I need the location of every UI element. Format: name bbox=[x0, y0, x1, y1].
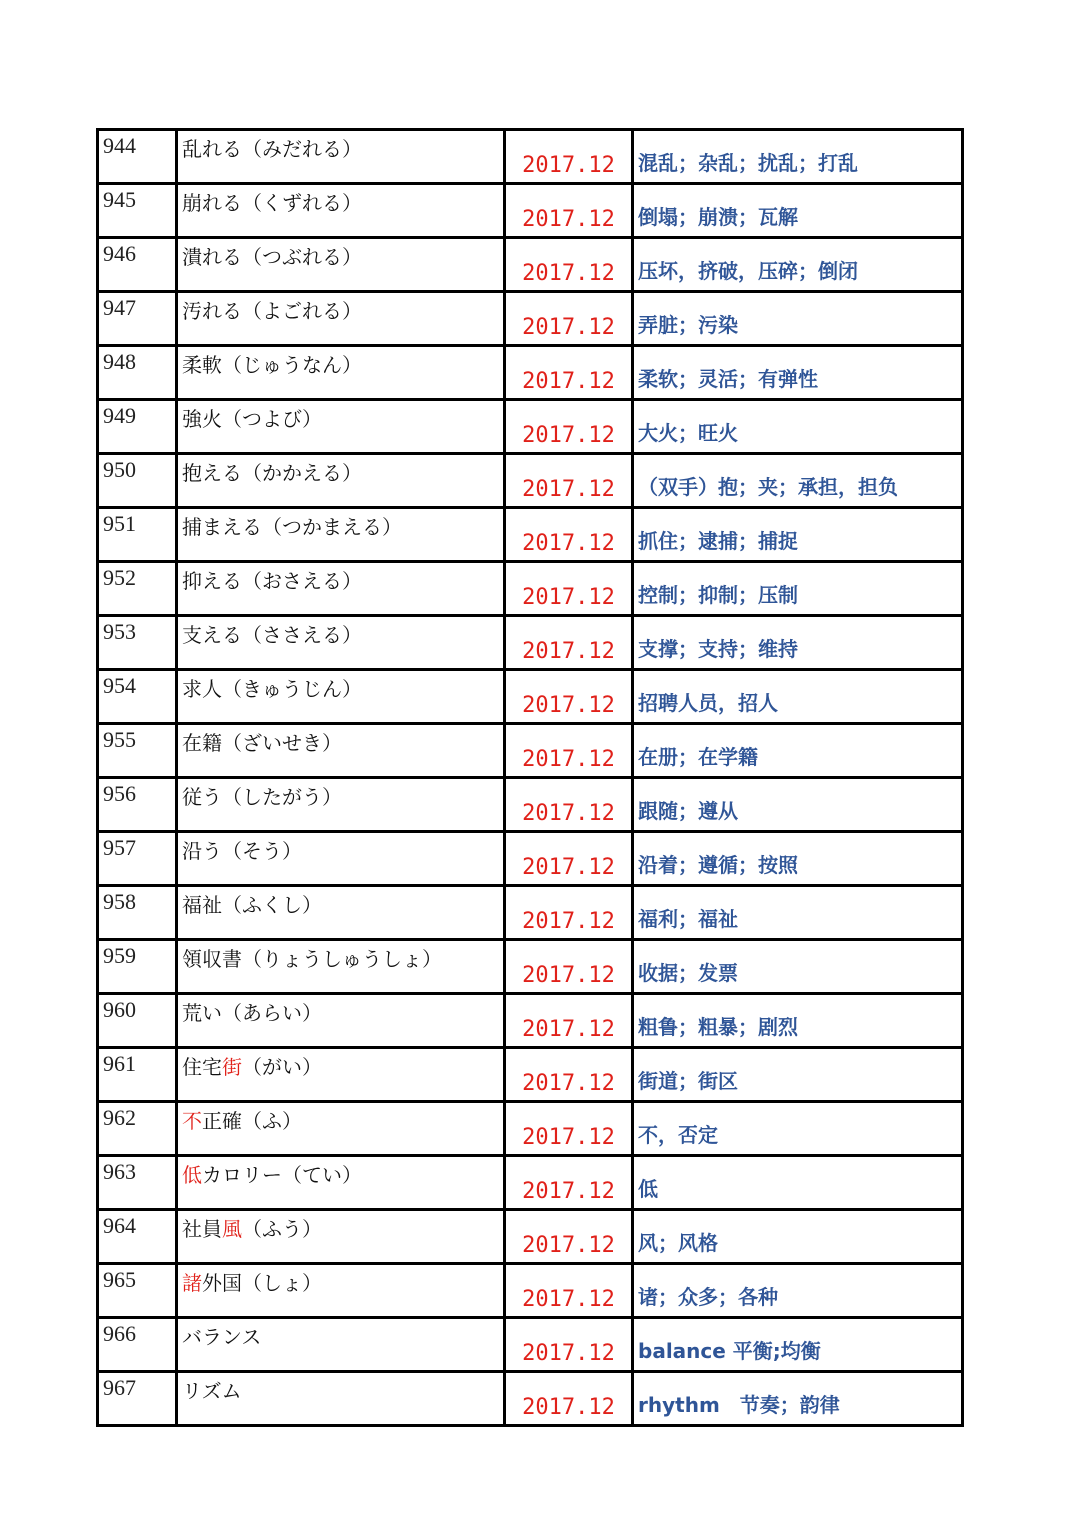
entry-word bbox=[177, 724, 505, 778]
table-row bbox=[98, 1102, 963, 1156]
table-row bbox=[98, 886, 963, 940]
entry-meaning: 收据；发票 bbox=[633, 940, 963, 994]
word-text: 領収書（りょうしゅうしょ） bbox=[182, 947, 442, 971]
table-row bbox=[98, 130, 963, 184]
word-text: 沿う（そう） bbox=[182, 839, 302, 863]
word-text: 求人（きゅうじん） bbox=[182, 677, 362, 701]
entry-word bbox=[177, 1102, 505, 1156]
word-text: カロリー（てい） bbox=[202, 1163, 362, 1187]
entry-date: 2017.12 bbox=[505, 1318, 633, 1372]
table-row bbox=[98, 508, 963, 562]
table-row bbox=[98, 670, 963, 724]
word-text: 在籍（ざいせき） bbox=[182, 731, 342, 755]
entry-meaning: 抓住；逮捕；捕捉 bbox=[633, 508, 963, 562]
entry-number: 964 bbox=[98, 1210, 177, 1264]
word-highlight: 街 bbox=[222, 1055, 242, 1079]
table-row bbox=[98, 1264, 963, 1318]
entry-date: 2017.12 bbox=[505, 940, 633, 994]
table-row bbox=[98, 184, 963, 238]
word-text: 崩れる（くずれる） bbox=[182, 191, 362, 215]
entry-number: 950 bbox=[98, 454, 177, 508]
word-text: 外国（しょ） bbox=[202, 1271, 322, 1295]
entry-date: 2017.12 bbox=[505, 130, 633, 184]
entry-meaning: 弄脏；污染 bbox=[633, 292, 963, 346]
entry-number: 944 bbox=[98, 130, 177, 184]
table-row bbox=[98, 346, 963, 400]
entry-meaning: 福利；福祉 bbox=[633, 886, 963, 940]
entry-meaning: 跟随；遵从 bbox=[633, 778, 963, 832]
entry-word bbox=[177, 670, 505, 724]
word-text: 正確（ふ） bbox=[202, 1109, 302, 1133]
entry-meaning: 招聘人员，招人 bbox=[633, 670, 963, 724]
entry-word bbox=[177, 940, 505, 994]
entry-number: 967 bbox=[98, 1372, 177, 1426]
word-text: 汚れる（よごれる） bbox=[182, 299, 362, 323]
entry-number: 965 bbox=[98, 1264, 177, 1318]
word-highlight: 諸 bbox=[182, 1271, 202, 1295]
word-text: （がい） bbox=[242, 1055, 322, 1079]
table-row bbox=[98, 994, 963, 1048]
word-text: 従う（したがう） bbox=[182, 785, 342, 809]
entry-number: 948 bbox=[98, 346, 177, 400]
word-text: （ふう） bbox=[242, 1217, 322, 1241]
entry-meaning: 大火；旺火 bbox=[633, 400, 963, 454]
entry-date: 2017.12 bbox=[505, 616, 633, 670]
entry-number: 956 bbox=[98, 778, 177, 832]
entry-number: 949 bbox=[98, 400, 177, 454]
entry-number: 966 bbox=[98, 1318, 177, 1372]
entry-word bbox=[177, 508, 505, 562]
entry-number: 957 bbox=[98, 832, 177, 886]
word-highlight: 不 bbox=[182, 1109, 202, 1133]
table-row bbox=[98, 1318, 963, 1372]
entry-number: 954 bbox=[98, 670, 177, 724]
word-text: 強火（つよび） bbox=[182, 407, 322, 431]
entry-word bbox=[177, 238, 505, 292]
table-row bbox=[98, 400, 963, 454]
entry-date: 2017.12 bbox=[505, 562, 633, 616]
entry-number: 963 bbox=[98, 1156, 177, 1210]
table-row bbox=[98, 1156, 963, 1210]
entry-meaning: 倒塌；崩溃；瓦解 bbox=[633, 184, 963, 238]
entry-number: 962 bbox=[98, 1102, 177, 1156]
table-row bbox=[98, 562, 963, 616]
entry-date: 2017.12 bbox=[505, 1372, 633, 1426]
entry-number: 952 bbox=[98, 562, 177, 616]
table-row bbox=[98, 1372, 963, 1426]
entry-date: 2017.12 bbox=[505, 454, 633, 508]
entry-date: 2017.12 bbox=[505, 184, 633, 238]
entry-word bbox=[177, 292, 505, 346]
entry-word bbox=[177, 994, 505, 1048]
vocabulary-table-body bbox=[98, 130, 963, 1426]
entry-number: 960 bbox=[98, 994, 177, 1048]
word-text: 支える（ささえる） bbox=[182, 623, 362, 647]
entry-word bbox=[177, 400, 505, 454]
entry-date: 2017.12 bbox=[505, 832, 633, 886]
entry-word bbox=[177, 184, 505, 238]
word-prefix: 住宅 bbox=[182, 1055, 222, 1079]
entry-word bbox=[177, 1156, 505, 1210]
table-row bbox=[98, 1210, 963, 1264]
entry-number: 946 bbox=[98, 238, 177, 292]
entry-meaning: 支撑；支持；维持 bbox=[633, 616, 963, 670]
entry-meaning: balance 平衡;均衡 bbox=[633, 1318, 963, 1372]
entry-number: 947 bbox=[98, 292, 177, 346]
entry-word bbox=[177, 778, 505, 832]
entry-date: 2017.12 bbox=[505, 400, 633, 454]
table-row bbox=[98, 1048, 963, 1102]
word-text: 抱える（かかえる） bbox=[182, 461, 362, 485]
entry-word bbox=[177, 616, 505, 670]
entry-meaning: 不，否定 bbox=[633, 1102, 963, 1156]
word-text: 捕まえる（つかまえる） bbox=[182, 515, 402, 539]
entry-word bbox=[177, 1318, 505, 1372]
entry-number: 961 bbox=[98, 1048, 177, 1102]
word-highlight: 低 bbox=[182, 1163, 202, 1187]
entry-meaning: 粗鲁；粗暴；剧烈 bbox=[633, 994, 963, 1048]
entry-word bbox=[177, 886, 505, 940]
word-text: 抑える（おさえる） bbox=[182, 569, 362, 593]
entry-meaning: 混乱；杂乱；扰乱；打乱 bbox=[633, 130, 963, 184]
table-row bbox=[98, 832, 963, 886]
entry-date: 2017.12 bbox=[505, 346, 633, 400]
entry-meaning: 诸；众多；各种 bbox=[633, 1264, 963, 1318]
word-text: 柔軟（じゅうなん） bbox=[182, 353, 362, 377]
table-row bbox=[98, 292, 963, 346]
entry-date: 2017.12 bbox=[505, 778, 633, 832]
entry-meaning: （双手）抱；夹；承担，担负 bbox=[633, 454, 963, 508]
word-text: リズム bbox=[182, 1379, 242, 1403]
word-prefix: 社員 bbox=[182, 1217, 222, 1241]
entry-date: 2017.12 bbox=[505, 508, 633, 562]
entry-word bbox=[177, 454, 505, 508]
entry-date: 2017.12 bbox=[505, 238, 633, 292]
word-text: 福祉（ふくし） bbox=[182, 893, 322, 917]
entry-date: 2017.12 bbox=[505, 724, 633, 778]
entry-date: 2017.12 bbox=[505, 670, 633, 724]
entry-meaning: 低 bbox=[633, 1156, 963, 1210]
entry-date: 2017.12 bbox=[505, 1048, 633, 1102]
entry-meaning: rhythm 节奏；韵律 bbox=[633, 1372, 963, 1426]
entry-meaning: 沿着；遵循；按照 bbox=[633, 832, 963, 886]
entry-date: 2017.12 bbox=[505, 1210, 633, 1264]
entry-date: 2017.12 bbox=[505, 886, 633, 940]
entry-word bbox=[177, 1048, 505, 1102]
table-row bbox=[98, 454, 963, 508]
word-highlight: 風 bbox=[222, 1217, 242, 1241]
entry-meaning: 压坏，挤破，压碎；倒闭 bbox=[633, 238, 963, 292]
entry-meaning: 街道；街区 bbox=[633, 1048, 963, 1102]
entry-date: 2017.12 bbox=[505, 292, 633, 346]
word-text: 荒い（あらい） bbox=[182, 1001, 322, 1025]
table-row bbox=[98, 238, 963, 292]
entry-date: 2017.12 bbox=[505, 1102, 633, 1156]
entry-number: 953 bbox=[98, 616, 177, 670]
entry-meaning: 控制；抑制；压制 bbox=[633, 562, 963, 616]
entry-number: 955 bbox=[98, 724, 177, 778]
entry-word bbox=[177, 130, 505, 184]
entry-number: 959 bbox=[98, 940, 177, 994]
entry-number: 945 bbox=[98, 184, 177, 238]
word-text: 乱れる（みだれる） bbox=[182, 137, 362, 161]
entry-word bbox=[177, 832, 505, 886]
entry-meaning: 在册；在学籍 bbox=[633, 724, 963, 778]
table-row bbox=[98, 616, 963, 670]
vocabulary-table bbox=[96, 128, 964, 1427]
table-row bbox=[98, 778, 963, 832]
word-text: 潰れる（つぶれる） bbox=[182, 245, 362, 269]
word-text: バランス bbox=[182, 1325, 262, 1349]
entry-word bbox=[177, 1372, 505, 1426]
entry-meaning: 风；风格 bbox=[633, 1210, 963, 1264]
entry-word bbox=[177, 1264, 505, 1318]
entry-meaning: 柔软；灵活；有弹性 bbox=[633, 346, 963, 400]
entry-date: 2017.12 bbox=[505, 1156, 633, 1210]
entry-word bbox=[177, 1210, 505, 1264]
table-row bbox=[98, 940, 963, 994]
entry-date: 2017.12 bbox=[505, 1264, 633, 1318]
entry-number: 951 bbox=[98, 508, 177, 562]
entry-date: 2017.12 bbox=[505, 994, 633, 1048]
table-row bbox=[98, 724, 963, 778]
entry-word bbox=[177, 346, 505, 400]
entry-number: 958 bbox=[98, 886, 177, 940]
entry-word bbox=[177, 562, 505, 616]
